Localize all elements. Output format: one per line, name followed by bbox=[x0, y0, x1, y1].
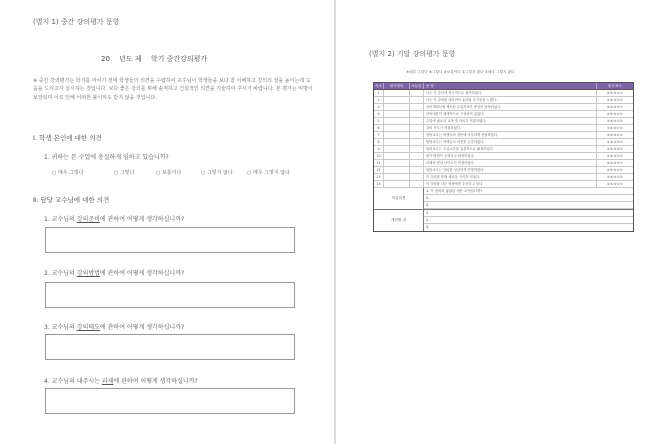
cell-no: 9 bbox=[374, 146, 384, 152]
cell-sub bbox=[410, 160, 424, 166]
score-radio-group[interactable]: ⑤④③②① bbox=[606, 126, 624, 130]
cell-item: 담당교수는 학생들의 의견을 존중하였다. bbox=[424, 139, 597, 145]
score-radio-group[interactable]: ⑤④③②① bbox=[606, 161, 624, 165]
cell-no: 1 bbox=[374, 90, 384, 96]
question-lecture-preparation: 1. 교수님의 강의준비에 관하여 어떻게 생각하십니까? bbox=[44, 216, 185, 223]
header-score: 평가척도 bbox=[607, 84, 623, 88]
cell-item: 나는 이 강의에 적극적으로 참여하였다. bbox=[424, 90, 597, 96]
cell-item: 담당교수는 학생들의 질문에 성실하게 응답하였다. bbox=[424, 132, 597, 138]
cell-item: 수업에 필요한 교재 및 자료가 적절하였다. bbox=[424, 118, 597, 124]
table-row bbox=[374, 153, 633, 160]
cell-no: 5 bbox=[374, 118, 384, 124]
cell-no: 10 bbox=[374, 153, 384, 159]
score-radio-group[interactable]: ⑤④③②① bbox=[606, 119, 624, 123]
cell-no: 6 bbox=[374, 125, 384, 131]
header-item: 문 항 bbox=[424, 83, 597, 89]
midterm-evaluation-page bbox=[0, 0, 334, 444]
page1-intro: ※ 중간 강의평가는 학기를 마치기 전에 학생들의 의견을 수렴하여 교수님이 학생들을 보다 잘 이해하고 강의의 질을 높이는데 도움을 드리고자 실시하는 것입니다. 보다 좋은 강의를 위해 솔직하고 건설적인 의견을 기술하여 주시기 바랍니다. 본 평가는 익명이 보장되며 이로 인해 어떠한 불이익도 받지 않을 것입니다. bbox=[33, 78, 313, 101]
table-row bbox=[374, 97, 633, 104]
table-row bbox=[374, 90, 633, 97]
improvement-block bbox=[374, 210, 633, 231]
cell-sub bbox=[410, 104, 424, 110]
improvement-line[interactable]: 2. bbox=[424, 217, 633, 224]
table-row bbox=[374, 167, 633, 174]
cell-area bbox=[384, 125, 410, 131]
cell-area bbox=[384, 174, 410, 180]
cell-no: 3 bbox=[374, 104, 384, 110]
option-disagree[interactable]: ○ 그렇지 않다 bbox=[201, 170, 233, 176]
cell-area bbox=[384, 104, 410, 110]
cell-item: 강의내용이 체계적으로 구성되어 있었다. bbox=[424, 111, 597, 117]
cell-sub bbox=[410, 97, 424, 103]
cell-no: 2 bbox=[374, 97, 384, 103]
cell-sub bbox=[410, 125, 424, 131]
cell-no: 11 bbox=[374, 160, 384, 166]
cell-sub bbox=[410, 132, 424, 138]
free-opinion-line[interactable]: 3. bbox=[424, 202, 633, 209]
cell-area bbox=[384, 153, 410, 159]
cell-sub bbox=[410, 139, 424, 145]
cell-item: 이 강의를 통해 새로운 지식을 얻었다. bbox=[424, 174, 597, 180]
question-student-diligence: 1. 귀하는 본 수업에 충실하게 임하고 있습니까? bbox=[44, 154, 169, 161]
evaluation-table bbox=[373, 82, 634, 232]
scale-legend: ⑤매우 그렇다 ④그렇다 ③보통이다 ②그렇지 않다 ①매우 그렇지 않다 bbox=[406, 70, 515, 74]
cell-area bbox=[384, 118, 410, 124]
cell-item: 평가 방법이 공정하고 타당하였다. bbox=[424, 153, 597, 159]
answer-box-method[interactable] bbox=[45, 282, 295, 308]
cell-no: 7 bbox=[374, 132, 384, 138]
table-row bbox=[374, 181, 633, 188]
question-lecture-method: 2. 교수님의 강의방법에 관하여 어떻게 생각하십니까? bbox=[44, 270, 185, 277]
cell-sub bbox=[410, 153, 424, 159]
cell-item: 강의계획서에 제시된 수업목표가 충실히 달성되었다. bbox=[424, 104, 597, 110]
cell-item: 과제의 양과 난이도가 적절하였다. bbox=[424, 160, 597, 166]
option-agree[interactable]: ○ 그렇다 bbox=[114, 170, 135, 176]
header-area: 평가영역 bbox=[384, 83, 410, 89]
score-radio-group[interactable]: ⑤④③②① bbox=[606, 154, 624, 158]
cell-area bbox=[384, 132, 410, 138]
free-opinion-block bbox=[374, 188, 633, 210]
cell-item: 담당교수는 강의를 성실하게 진행하였다. bbox=[424, 167, 597, 173]
cell-no: 8 bbox=[374, 139, 384, 145]
section-student-opinion: Ⅰ. 학생 본인에 대한 의견 bbox=[33, 134, 102, 142]
cell-area bbox=[384, 90, 410, 96]
score-radio-group[interactable]: ⑤④③②① bbox=[606, 182, 624, 186]
question-assignment: 4. 교수님의 내주시는 과제에 관하여 어떻게 생각하십니까? bbox=[44, 378, 198, 385]
cell-no: 13 bbox=[374, 174, 384, 180]
section-professor-opinion: Ⅱ. 담당 교수님에 대한 의견 bbox=[33, 196, 110, 204]
cell-area bbox=[384, 167, 410, 173]
cell-item: 이 강의를 다른 학생에게 추천하고 싶다. bbox=[424, 181, 597, 187]
table-row bbox=[374, 174, 633, 181]
free-opinion-label: 자유의견 bbox=[374, 188, 424, 209]
score-radio-group[interactable]: ⑤④③②① bbox=[606, 175, 624, 179]
table-header bbox=[374, 83, 633, 90]
score-radio-group[interactable]: ⑤④③②① bbox=[606, 133, 624, 137]
option-very-disagree[interactable]: ○ 매우 그렇지 않다 bbox=[247, 170, 290, 176]
improvement-line[interactable]: 3. bbox=[426, 225, 430, 229]
cell-area bbox=[384, 139, 410, 145]
cell-sub bbox=[410, 90, 424, 96]
score-radio-group[interactable]: ⑤④③②① bbox=[606, 168, 624, 172]
improvement-label: 개선할 점 bbox=[374, 210, 424, 231]
score-radio-group[interactable]: ⑤④③②① bbox=[606, 147, 624, 151]
answer-box-attitude[interactable] bbox=[45, 334, 295, 360]
cell-sub bbox=[410, 118, 424, 124]
option-neutral[interactable]: ○ 보통이다 bbox=[156, 170, 182, 176]
page1-header: (별지 1) 중간 강의평가 문항 bbox=[33, 18, 120, 26]
table-row bbox=[374, 139, 633, 146]
cell-no: 12 bbox=[374, 167, 384, 173]
score-radio-group[interactable]: ⑤④③②① bbox=[606, 98, 624, 102]
free-opinion-line[interactable]: 2. bbox=[424, 195, 633, 202]
improvement-line[interactable]: 1. bbox=[424, 210, 633, 217]
cell-sub bbox=[410, 174, 424, 180]
answer-box-preparation[interactable] bbox=[45, 227, 295, 253]
header-sub: 소분류 bbox=[410, 83, 424, 89]
table-row bbox=[374, 118, 633, 125]
table-row bbox=[374, 160, 633, 167]
cell-no: 14 bbox=[374, 181, 384, 187]
cell-area bbox=[384, 146, 410, 152]
table-row bbox=[374, 104, 633, 111]
header-no: 번호 bbox=[374, 83, 384, 89]
score-radio-group[interactable]: ⑤④③②① bbox=[606, 91, 624, 95]
question-lecture-attitude: 3. 교수님의 강의태도에 관하여 어떻게 생각하십니까? bbox=[44, 324, 185, 331]
cell-sub bbox=[410, 146, 424, 152]
table-row bbox=[374, 132, 633, 139]
score-radio-group[interactable]: ⑤④③②① bbox=[606, 140, 624, 144]
answer-box-assignment[interactable] bbox=[45, 388, 295, 414]
score-radio-group[interactable]: ⑤④③②① bbox=[606, 112, 624, 116]
cell-sub bbox=[410, 111, 424, 117]
page2-header: (별지 2) 기말 강의평가 문항 bbox=[369, 50, 456, 58]
table-row bbox=[374, 125, 633, 132]
cell-item: 나는 이 강의를 대하면서 흥미와 호기심을 느꼈다. bbox=[424, 97, 597, 103]
cell-item: 강의 진도가 적절하였다. bbox=[424, 125, 597, 131]
cell-item: 담당교수는 수업시간을 효율적으로 활용하였다. bbox=[424, 146, 597, 152]
cell-area bbox=[384, 97, 410, 103]
cell-sub bbox=[410, 167, 424, 173]
cell-area bbox=[384, 181, 410, 187]
cell-no: 4 bbox=[374, 111, 384, 117]
final-evaluation-page bbox=[336, 0, 670, 444]
page1-title: 20 년도 제 학기 중간강의평가 bbox=[101, 55, 208, 63]
cell-area bbox=[384, 160, 410, 166]
table-row bbox=[374, 146, 633, 153]
score-radio-group[interactable]: ⑤④③②① bbox=[606, 105, 624, 109]
option-very-agree[interactable]: ○ 매우 그렇다 bbox=[52, 170, 84, 176]
cell-area bbox=[384, 111, 410, 117]
free-opinion-line[interactable]: 1. 이 강의의 좋았던 점은 무엇입니까? bbox=[424, 188, 633, 195]
table-row bbox=[374, 111, 633, 118]
cell-sub bbox=[410, 181, 424, 187]
